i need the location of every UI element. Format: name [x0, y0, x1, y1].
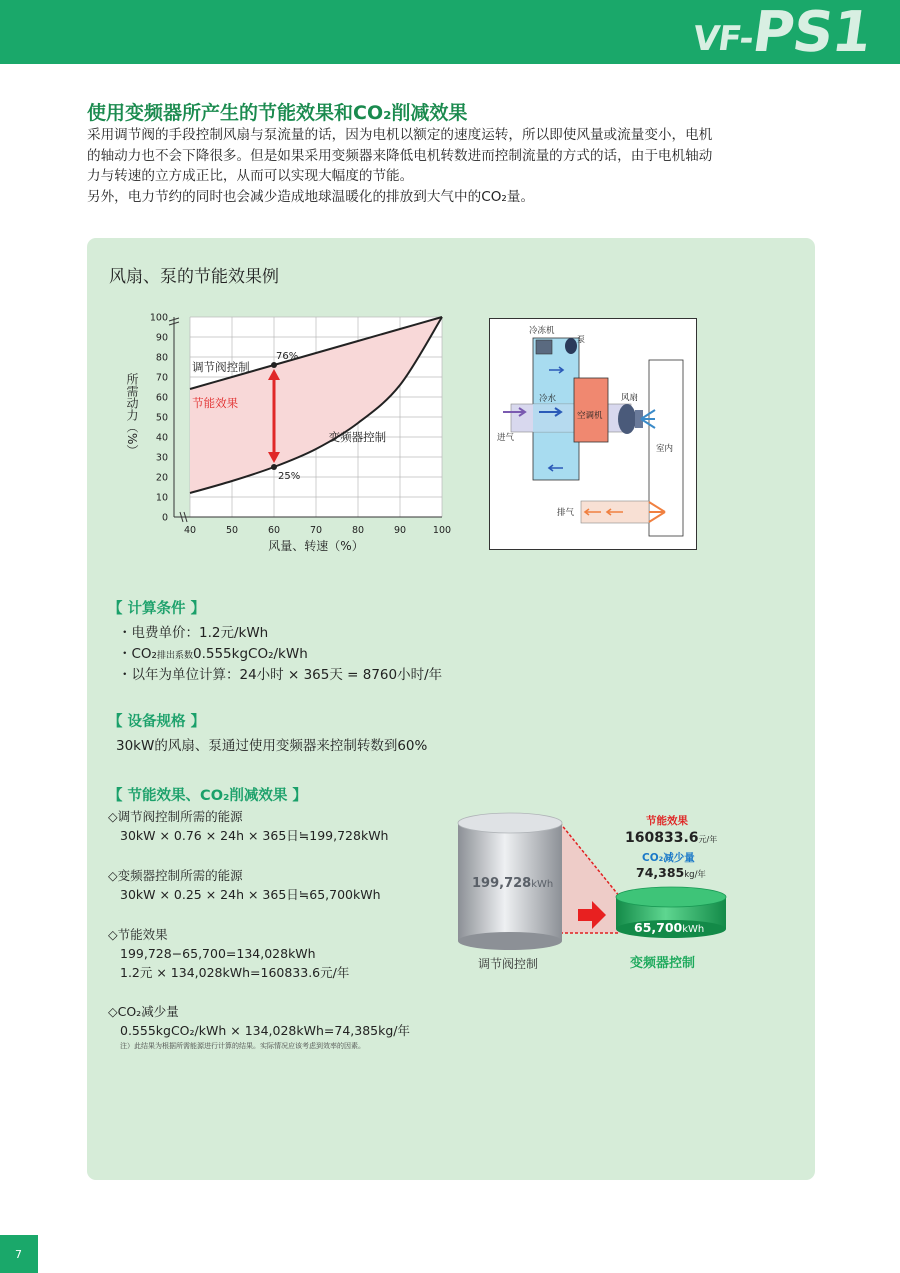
fan-icon [618, 404, 636, 434]
intake-label: 进气 [497, 433, 515, 443]
y-tick-label: 50 [155, 412, 168, 424]
energy-comparison-graphic [450, 805, 750, 980]
co2-value: 74,385kg/年 [636, 865, 706, 880]
effect-calc: 1.2元 × 134,028kWh=160833.6元/年 [120, 965, 350, 980]
spec-text: 30kW的风扇、泵通过使用变频器来控制转数到60% [116, 738, 428, 754]
x-tick-label: 100 [432, 525, 452, 536]
effect-title: ◇节能效果 [108, 927, 168, 942]
y-tick-label: 80 [155, 352, 168, 364]
condition-item: ・以年为单位计算：24小时 × 365天 = 8760小时/年 [118, 667, 443, 683]
condition-item-co2 [118, 642, 308, 662]
upper-point-label: 76% [276, 351, 299, 362]
inverter-value: 65,700kWh [634, 920, 705, 935]
pump-label: 泵 [577, 335, 585, 344]
exhaust-label: 排气 [557, 508, 575, 518]
intro-line: 力与转速的立方成正比，从而可以实现大幅度的节能。 [87, 168, 414, 184]
co2-small: 排出系数 [156, 651, 193, 661]
co2-value: 0.555kgCO₂/kWh [192, 646, 308, 662]
y-tick-label: 40 [155, 432, 168, 444]
x-axis-label: 风量、转速（%） [268, 539, 364, 553]
cold-water-label: 冷水 [539, 394, 557, 404]
product-logo [690, 0, 875, 65]
y-tick-label: 20 [155, 472, 168, 484]
ac-unit [574, 378, 608, 442]
effect-block-inverter [108, 866, 381, 904]
panel-title: 风扇、泵的节能效果例 [109, 267, 279, 287]
ac-unit-label: 空调机 [577, 411, 603, 421]
effect-title: ◇调节阀控制所需的能源 [108, 809, 243, 824]
y-tick-label: 10 [155, 492, 168, 504]
lower-point-label: 25% [278, 471, 301, 482]
intro-line: 另外，电力节约的同时也会减少造成地球温暖化的排放到大气中的CO₂量。 [87, 188, 535, 205]
x-tick-label: 80 [351, 525, 365, 536]
logo-main: PS1 [748, 0, 875, 65]
y-tick-label: 70 [155, 372, 168, 384]
footnote: 注）此结果为根据所需能源进行计算的结果。实际情况应该考虑到效率的因素。 [120, 1042, 365, 1050]
series-label-inverter: 变频器控制 [328, 430, 387, 444]
condition-item: ・电费单价：1.2元/kWh [118, 625, 269, 641]
saving-label: 节能效果 [192, 396, 239, 410]
effect-calc: 30kW × 0.76 × 24h × 365日≒199,728kWh [120, 828, 389, 843]
x-tick-label: 40 [183, 525, 197, 536]
intro-line: 采用调节阀的手段控制风扇与泵流量的话，因为电机以额定的速度运转，所以即使风量或流量变小，电机 [87, 127, 713, 143]
spec-heading: 【 设备规格 】 [108, 714, 206, 730]
point-lower [271, 464, 277, 470]
x-tick-label: 50 [225, 525, 239, 536]
y-axis-label: 所需动力（%） [125, 373, 139, 457]
effect-calc: 0.555kgCO₂/kWh × 134,028kWh=74,385kg/年 [120, 1023, 410, 1038]
point-upper [271, 362, 277, 368]
saving-value: 160833.6元/年 [625, 830, 718, 846]
co2-prefix: ・CO₂ [118, 646, 157, 662]
saving-title: 节能效果 [646, 815, 688, 827]
valve-value: 199,728kWh [472, 876, 554, 891]
effect-block-valve [108, 807, 388, 845]
conditions-heading: 【 计算条件 】 [108, 601, 206, 617]
logo-prefix: VF- [690, 19, 756, 59]
effect-block-co2 [108, 1002, 410, 1040]
x-tick-label: 60 [267, 525, 281, 536]
pump-icon [565, 338, 577, 354]
y-tick-label: 0 [161, 512, 168, 524]
x-tick-label: 70 [309, 525, 323, 536]
room-label: 室内 [656, 444, 674, 454]
valve-label: 调节阀控制 [478, 957, 539, 971]
power-curve-chart [120, 305, 470, 560]
y-tick-label: 90 [155, 332, 168, 344]
series-label-valve: 调节阀控制 [192, 360, 250, 374]
intro-text [87, 125, 832, 207]
effect-heading: 【 节能效果、CO₂削减效果 】 [108, 788, 307, 804]
effect-calc: 30kW × 0.25 × 24h × 365日≒65,700kWh [120, 887, 381, 902]
y-tick-label: 100 [149, 312, 168, 324]
page-number: 7 [15, 1248, 22, 1261]
co2-title: CO₂减少量 [642, 852, 695, 864]
effect-title: ◇CO₂减少量 [108, 1004, 179, 1019]
y-tick-label: 30 [155, 452, 168, 464]
effect-block-saving [108, 925, 349, 982]
x-tick-label: 90 [393, 525, 407, 536]
effect-calc: 199,728−65,700=134,028kWh [120, 946, 316, 961]
fan-label: 风扇 [621, 393, 639, 403]
effect-title: ◇变频器控制所需的能源 [108, 868, 243, 883]
system-diagram [489, 318, 697, 550]
page-title: 使用变频器所产生的节能效果和CO₂削减效果 [87, 102, 468, 124]
chiller-label: 冷冻机 [529, 326, 555, 336]
inverter-label: 变频器控制 [630, 956, 696, 971]
intro-line: 的轴动力也不会下降很多。但是如果采用变频器来降低电机转数进而控制流量的方式的话，由于电机轴动 [87, 147, 713, 164]
y-tick-label: 60 [155, 392, 168, 404]
chiller-icon [536, 340, 552, 354]
